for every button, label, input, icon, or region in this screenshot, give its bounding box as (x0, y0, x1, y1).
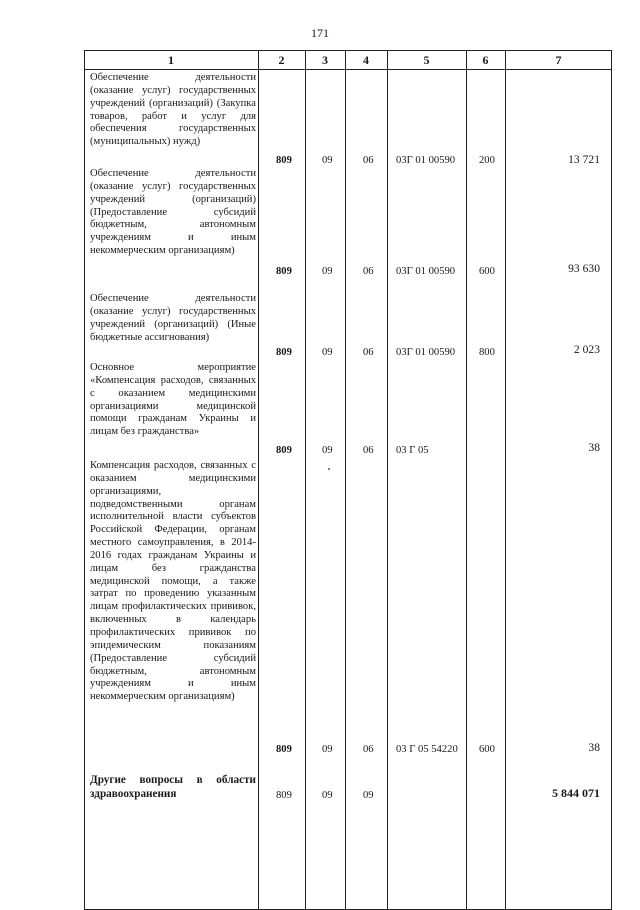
column-header: 4 (363, 53, 369, 67)
target-article-code: 03 Г 05 (396, 445, 429, 456)
column-divider (305, 50, 306, 910)
row-description: Другие вопросы в области здравоохранения (90, 774, 256, 800)
section-code: 09 (322, 445, 333, 456)
ministry-code: 809 (276, 155, 292, 166)
ministry-code: 809 (276, 744, 292, 755)
expense-type-code: 800 (479, 347, 495, 358)
subsection-code: 06 (363, 266, 374, 277)
row-description: Обеспечение деятельности (оказание услуг) государственных учреждений (организаций) (Закупка товаров, работ и услуг для обеспечения государственных (муниципальных) нужд) (90, 72, 256, 148)
amount: 5 844 071 (552, 786, 600, 800)
column-header: 3 (322, 53, 328, 67)
target-article-code: 03Г 01 00590 (396, 155, 456, 166)
column-divider (258, 50, 259, 910)
subsection-code: 06 (363, 347, 374, 358)
row-description: Обеспечение деятельности (оказание услуг) государственных учреждений (организаций) (Иные бюджетные ассигнования) (90, 293, 256, 343)
row-description: Основное мероприятие «Компенсация расходов, связанных с оказанием медицинскими организациями медицинской помощи гражданам Украины и лицам без гражданства» (90, 362, 256, 438)
expense-type-code: 200 (479, 155, 495, 166)
row-description: Компенсация расходов, связанных с оказанием медицинскими организациями, подведомственными органам исполнительной власти субъектов Российской Федерации, органам местного самоуправления, в 2014-2016 годах гражданам Украины и лицам без гражданства медицинской помощи, а также затрат по проведению указанным лицам профилактических прививок, включенных в календарь профилактических прививок по эпидемическим показаниям (Предоставление субсидий бюджетным, автономным учреждениям и иным некоммерческим организациям) (90, 460, 256, 703)
expense-type-code: 600 (479, 744, 495, 755)
amount: 38 (588, 441, 600, 454)
subsection-code: 06 (363, 155, 374, 166)
column-divider (466, 50, 467, 910)
ministry-code: 809 (276, 445, 292, 456)
target-article-code: 03Г 01 00590 (396, 266, 456, 277)
section-code: 09 (322, 347, 333, 358)
target-article-code: 03 Г 05 54220 (396, 744, 458, 755)
ministry-code: 809 (276, 266, 292, 277)
column-divider (345, 50, 346, 910)
column-header: 5 (423, 53, 430, 67)
header-divider (84, 69, 612, 70)
subsection-code: 06 (363, 445, 374, 456)
section-code: 09 (322, 790, 333, 801)
section-code: 09 (322, 266, 333, 277)
scan-speck (328, 468, 330, 470)
amount: 13 721 (568, 153, 600, 166)
target-article-code: 03Г 01 00590 (396, 347, 456, 358)
ministry-code: 809 (276, 347, 292, 358)
subsection-code: 06 (363, 744, 374, 755)
ministry-code: 809 (276, 790, 292, 801)
column-header: 1 (168, 53, 174, 67)
column-header: 6 (482, 53, 489, 67)
row-description: Обеспечение деятельности (оказание услуг) государственных учреждений (организаций) (Предоставление субсидий бюджетным, автономным учреждениям и иным некоммерческим организациям) (90, 168, 256, 257)
page-number: 171 (311, 26, 329, 40)
amount: 93 630 (568, 262, 600, 275)
subsection-code: 09 (363, 790, 374, 801)
section-code: 09 (322, 155, 333, 166)
column-header: 2 (278, 53, 285, 67)
column-divider (505, 50, 506, 910)
column-divider (387, 50, 388, 910)
section-code: 09 (322, 744, 333, 755)
amount: 2 023 (573, 343, 600, 356)
amount: 38 (588, 741, 600, 754)
column-header: 7 (555, 53, 562, 67)
expense-type-code: 600 (479, 266, 495, 277)
